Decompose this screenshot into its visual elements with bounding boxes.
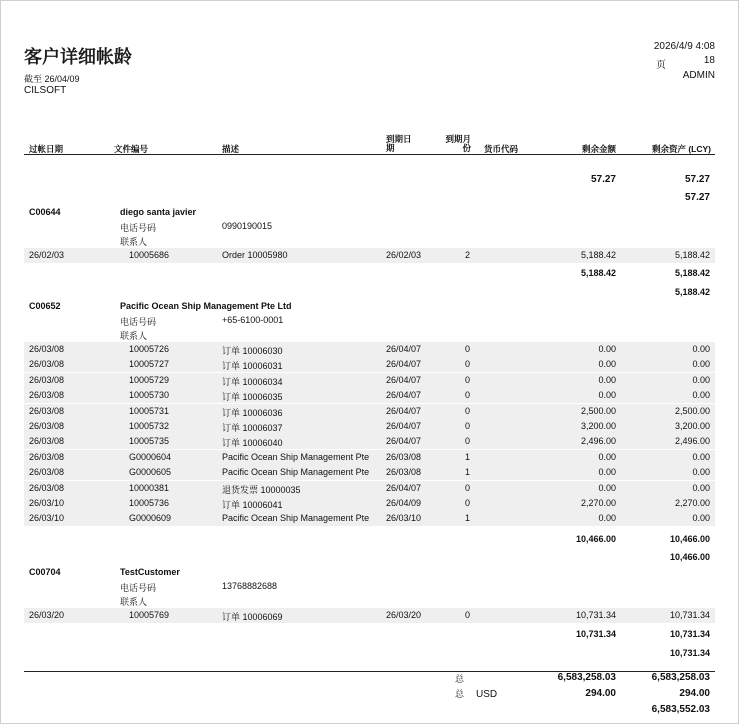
document-no: 10000381 bbox=[129, 483, 170, 493]
posting-date: 26/03/08 bbox=[29, 421, 65, 431]
customer-total-lcy: 10,731.34 bbox=[669, 629, 710, 639]
description: Pacific Ocean Ship Management Pte bbox=[222, 467, 370, 477]
col-due-date-line2: 期 bbox=[386, 143, 395, 153]
header-rule bbox=[24, 154, 715, 155]
due-month: 0 bbox=[464, 390, 470, 400]
remaining-lcy: 10,731.34 bbox=[669, 610, 710, 620]
contact-label: 联系人 bbox=[120, 331, 148, 341]
report-timestamp: 2026/4/9 4:08 bbox=[653, 41, 715, 52]
due-month: 0 bbox=[464, 421, 470, 431]
description: 订单 10006031 bbox=[222, 361, 283, 371]
description: 订单 10006030 bbox=[222, 346, 283, 356]
remaining-amount: 0.00 bbox=[598, 452, 616, 462]
page-label: 页 bbox=[656, 60, 666, 71]
document-no: G0000604 bbox=[129, 452, 172, 462]
due-date: 26/03/08 bbox=[386, 467, 422, 477]
report-title: 客户详细帐龄 bbox=[24, 47, 132, 67]
remaining-lcy: 0.00 bbox=[692, 375, 710, 385]
customer-code: C00704 bbox=[29, 567, 61, 577]
due-date: 26/04/07 bbox=[386, 359, 422, 369]
due-month: 0 bbox=[464, 375, 470, 385]
remaining-lcy: 0.00 bbox=[692, 467, 710, 477]
posting-date: 26/03/08 bbox=[29, 467, 65, 477]
remaining-lcy: 5,188.42 bbox=[674, 250, 710, 260]
customer-total-amount: 10,466.00 bbox=[575, 534, 616, 544]
phone-number: +65-6100-0001 bbox=[222, 315, 284, 325]
due-date: 26/02/03 bbox=[386, 250, 422, 260]
remaining-amount: 5,188.42 bbox=[580, 250, 616, 260]
posting-date: 26/03/08 bbox=[29, 344, 65, 354]
phone-label: 电话号码 bbox=[120, 583, 157, 593]
posting-date: 26/02/03 bbox=[29, 250, 65, 260]
remaining-lcy: 0.00 bbox=[692, 390, 710, 400]
remaining-lcy: 0.00 bbox=[692, 452, 710, 462]
phone-number: 0990190015 bbox=[222, 221, 273, 231]
carried-total-lcy: 57.27 bbox=[684, 174, 710, 185]
col-due-month bbox=[431, 135, 471, 153]
carried-total-amount: 57.27 bbox=[590, 174, 616, 185]
customer-name: Pacific Ocean Ship Management Pte Ltd bbox=[120, 301, 292, 311]
posting-date: 26/03/08 bbox=[29, 436, 65, 446]
due-date: 26/04/07 bbox=[386, 421, 422, 431]
remaining-lcy: 3,200.00 bbox=[674, 421, 710, 431]
due-date: 26/03/08 bbox=[386, 452, 422, 462]
due-month: 1 bbox=[464, 513, 470, 523]
remaining-amount: 2,496.00 bbox=[580, 436, 616, 446]
description: 订单 10006041 bbox=[222, 500, 283, 510]
remaining-lcy: 2,270.00 bbox=[674, 498, 710, 508]
due-date: 26/04/09 bbox=[386, 498, 422, 508]
posting-date: 26/03/10 bbox=[29, 513, 65, 523]
customer-total-lcy-2: 5,188.42 bbox=[674, 287, 710, 297]
grand-total-currency: USD bbox=[476, 689, 498, 700]
grand-total-amount-2: 294.00 bbox=[585, 688, 616, 699]
description: 退货发票 10000035 bbox=[222, 485, 301, 495]
remaining-amount: 3,200.00 bbox=[580, 421, 616, 431]
remaining-amount: 10,731.34 bbox=[575, 610, 616, 620]
due-date: 26/04/07 bbox=[386, 344, 422, 354]
due-month: 0 bbox=[464, 498, 470, 508]
posting-date: 26/03/08 bbox=[29, 483, 65, 493]
remaining-lcy: 2,500.00 bbox=[674, 406, 710, 416]
remaining-amount: 0.00 bbox=[598, 344, 616, 354]
due-month: 0 bbox=[464, 483, 470, 493]
posting-date: 26/03/08 bbox=[29, 452, 65, 462]
col-currency-code: 货币代码 bbox=[484, 144, 519, 154]
description: Order 10005980 bbox=[222, 250, 288, 260]
phone-number: 13768882688 bbox=[222, 581, 278, 591]
remaining-lcy: 0.00 bbox=[692, 344, 710, 354]
col-due-month-line2: 份 bbox=[462, 143, 471, 153]
customer-total-lcy-2: 10,731.34 bbox=[669, 648, 710, 658]
description: 订单 10006035 bbox=[222, 392, 283, 402]
posting-date: 26/03/08 bbox=[29, 375, 65, 385]
remaining-lcy: 0.00 bbox=[692, 513, 710, 523]
contact-label: 联系人 bbox=[120, 597, 148, 607]
customer-name: TestCustomer bbox=[120, 567, 180, 577]
due-date: 26/04/07 bbox=[386, 406, 422, 416]
document-no: G0000605 bbox=[129, 467, 172, 477]
customer-total-amount: 10,731.34 bbox=[575, 629, 616, 639]
grand-total-lcy-2: 294.00 bbox=[679, 688, 710, 699]
description: 订单 10006040 bbox=[222, 438, 283, 448]
description: Pacific Ocean Ship Management Pte bbox=[222, 513, 370, 523]
due-month: 0 bbox=[464, 344, 470, 354]
remaining-lcy: 0.00 bbox=[692, 483, 710, 493]
due-date: 26/03/10 bbox=[386, 513, 422, 523]
remaining-amount: 2,500.00 bbox=[580, 406, 616, 416]
grand-total-lcy-sum: 6,583,552.03 bbox=[651, 704, 710, 715]
col-due-date bbox=[386, 135, 412, 153]
phone-label: 电话号码 bbox=[120, 317, 157, 327]
col-description: 描述 bbox=[222, 144, 240, 154]
remaining-amount: 2,270.00 bbox=[580, 498, 616, 508]
document-no: 10005731 bbox=[129, 406, 170, 416]
remaining-amount: 0.00 bbox=[598, 375, 616, 385]
customer-code: C00644 bbox=[29, 207, 61, 217]
customer-code: C00652 bbox=[29, 301, 61, 311]
customer-total-lcy-2: 10,466.00 bbox=[669, 552, 710, 562]
customer-total-lcy: 5,188.42 bbox=[674, 268, 710, 278]
customer-total-lcy: 10,466.00 bbox=[669, 534, 710, 544]
due-month: 1 bbox=[464, 452, 470, 462]
remaining-lcy: 0.00 bbox=[692, 359, 710, 369]
due-date: 26/04/07 bbox=[386, 436, 422, 446]
phone-label: 电话号码 bbox=[120, 223, 157, 233]
as-of-date: 截至 26/04/09 bbox=[24, 74, 80, 84]
document-no: 10005730 bbox=[129, 390, 170, 400]
remaining-amount: 0.00 bbox=[598, 359, 616, 369]
remaining-lcy: 2,496.00 bbox=[674, 436, 710, 446]
posting-date: 26/03/08 bbox=[29, 406, 65, 416]
posting-date: 26/03/08 bbox=[29, 359, 65, 369]
grand-total-amount-1: 6,583,258.03 bbox=[557, 672, 616, 683]
report-user: ADMIN bbox=[682, 70, 715, 81]
remaining-amount: 0.00 bbox=[598, 467, 616, 477]
due-month: 0 bbox=[464, 406, 470, 416]
col-due-month-line1: 到期月 bbox=[445, 134, 471, 144]
contact-label: 联系人 bbox=[120, 237, 148, 247]
description: 订单 10006037 bbox=[222, 423, 283, 433]
due-month: 0 bbox=[464, 610, 470, 620]
grand-total-label-2: 总 bbox=[455, 689, 465, 699]
due-date: 26/03/20 bbox=[386, 610, 422, 620]
due-month: 1 bbox=[464, 467, 470, 477]
carried-total-lcy-2: 57.27 bbox=[684, 192, 710, 203]
grand-total-lcy-1: 6,583,258.03 bbox=[651, 672, 710, 683]
document-no: 10005729 bbox=[129, 375, 170, 385]
due-month: 0 bbox=[464, 359, 470, 369]
description: 订单 10006034 bbox=[222, 377, 283, 387]
col-document-no: 文件编号 bbox=[114, 144, 149, 154]
document-no: 10005769 bbox=[129, 610, 170, 620]
remaining-amount: 0.00 bbox=[598, 513, 616, 523]
due-date: 26/04/07 bbox=[386, 483, 422, 493]
posting-date: 26/03/08 bbox=[29, 390, 65, 400]
col-due-date-line1: 到期日 bbox=[386, 134, 412, 144]
document-no: G0000609 bbox=[129, 513, 172, 523]
document-no: 10005727 bbox=[129, 359, 170, 369]
document-no: 10005736 bbox=[129, 498, 170, 508]
due-month: 2 bbox=[464, 250, 470, 260]
description: 订单 10006069 bbox=[222, 612, 283, 622]
col-remaining-amount: 剩余金额 bbox=[581, 144, 616, 154]
grand-total-label-1: 总 bbox=[455, 674, 465, 684]
col-posting-date: 过帐日期 bbox=[29, 144, 64, 154]
company-name: CILSOFT bbox=[24, 85, 67, 96]
remaining-amount: 0.00 bbox=[598, 483, 616, 493]
due-date: 26/04/07 bbox=[386, 390, 422, 400]
document-no: 10005726 bbox=[129, 344, 170, 354]
document-no: 10005732 bbox=[129, 421, 170, 431]
page-number: 18 bbox=[703, 55, 715, 66]
remaining-amount: 0.00 bbox=[598, 390, 616, 400]
due-date: 26/04/07 bbox=[386, 375, 422, 385]
description: 订单 10006036 bbox=[222, 408, 283, 418]
posting-date: 26/03/20 bbox=[29, 610, 65, 620]
document-no: 10005686 bbox=[129, 250, 170, 260]
due-month: 0 bbox=[464, 436, 470, 446]
customer-name: diego santa javier bbox=[120, 207, 197, 217]
posting-date: 26/03/10 bbox=[29, 498, 65, 508]
customer-total-amount: 5,188.42 bbox=[580, 268, 616, 278]
document-no: 10005735 bbox=[129, 436, 170, 446]
description: Pacific Ocean Ship Management Pte bbox=[222, 452, 370, 462]
col-remaining-lcy: 剩余资产 (LCY) bbox=[651, 144, 711, 154]
